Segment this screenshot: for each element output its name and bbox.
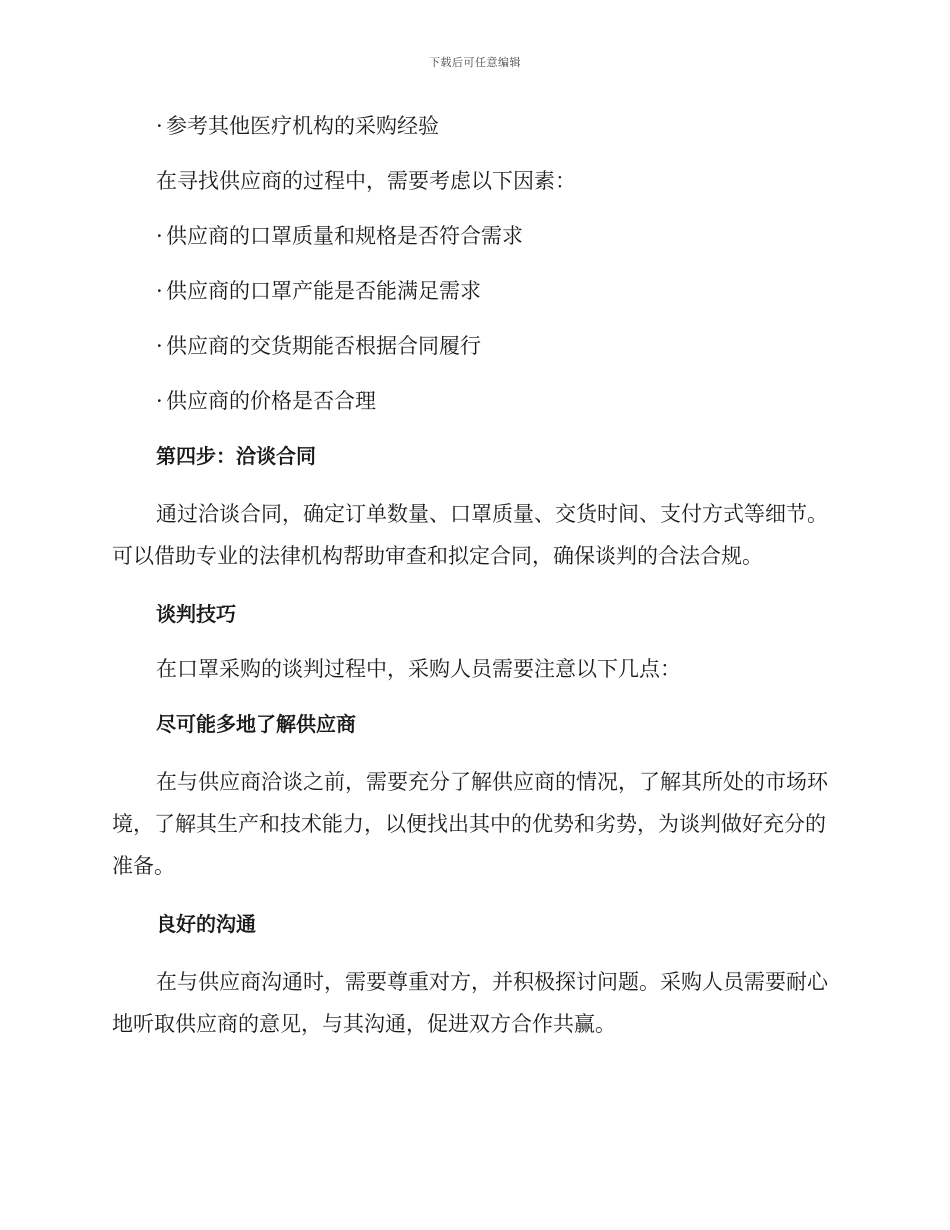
bullet-text: 参考其他医疗机构的采购经验 (166, 114, 439, 138)
factor-text: 供应商的口罩产能是否能满足需求 (166, 279, 481, 303)
paragraph-know-supplier: 在与供应商洽谈之前，需要充分了解供应商的情况，了解其所处的市场环境，了解其生产和技术能力，以便找出其中的优势和劣势，为谈判做好充分的准备。 (112, 770, 828, 878)
bullet-dot: · (156, 114, 163, 138)
factor-item (112, 328, 832, 364)
paragraph-step4: 通过洽谈合同，确定订单数量、口罩质量、交货时间、支付方式等细节。可以借助专业的法律机构帮助审查和拟定合同，确保谈判的合法合规。 (112, 502, 828, 568)
factor-text: 供应商的价格是否合理 (166, 389, 376, 413)
factor-text: 供应商的口罩质量和规格是否符合需求 (166, 224, 523, 248)
section-heading-step4: 第四步：洽谈合同 (156, 444, 316, 468)
bullet-dot: · (156, 334, 163, 358)
bullet-dot: · (156, 224, 163, 248)
paragraph-communication: 在与供应商沟通时，需要尊重对方，并积极探讨问题。采购人员需要耐心地听取供应商的意见，与其沟通，促进双方合作共赢。 (112, 970, 828, 1036)
bullet-dot: · (156, 389, 163, 413)
section-heading-communication: 良好的沟通 (156, 912, 256, 936)
section-heading-tips: 谈判技巧 (156, 602, 236, 626)
bullet-item-reference (112, 108, 832, 144)
bullet-dot: · (156, 279, 163, 303)
factor-item (112, 273, 832, 309)
factor-text: 供应商的交货期能否根据合同履行 (166, 334, 481, 358)
factor-item (112, 218, 832, 254)
paragraph-tips-intro: 在口罩采购的谈判过程中，采购人员需要注意以下几点： (156, 657, 681, 681)
section-heading-know-supplier: 尽可能多地了解供应商 (156, 712, 356, 736)
factor-item (112, 383, 832, 419)
document-body (112, 108, 832, 1064)
factors-intro: 在寻找供应商的过程中，需要考虑以下因素： (156, 169, 576, 193)
page-header: 下载后可任意编辑 (429, 56, 521, 69)
